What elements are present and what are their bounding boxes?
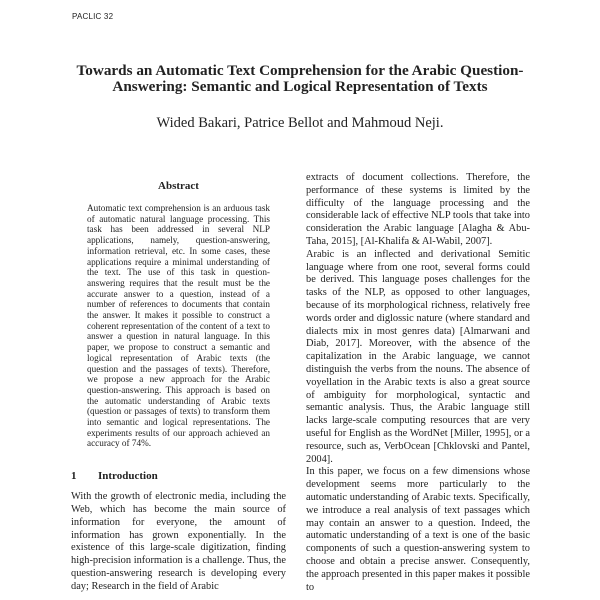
left-column bbox=[71, 180, 286, 594]
body-paragraph-3: In this paper, we focus on a few dimensions whose development seems more particularly to the automatic understanding of Arabic texts. Specifically, we introduce a real analysis of text passages which may contain an answer to a question. Indeed, the automatic understanding of a text is one of the basic components of such a question-answering system to choose and obtain a precise answer. Consequently, the approach presented in this paper makes it possible to bbox=[306, 466, 530, 593]
section-number: 1 bbox=[71, 470, 77, 483]
abstract-text: Automatic text comprehension is an arduous task of automatic natural language processing. This task has been addressed in several NLP applications, namely, question-answering, information retrieval, etc. In some cases, these applications require a minimal understanding of the text. The use of this task in question-answering requires that the result must be the accurate answer to a question, instead of a number of references to documents that contain the answer. It makes it possible to construct a coherent representation of the content of a text to answer a question in natural language. In this paper, we propose to construct a semantic and logical representation of Arabic texts (the question and the passages of texts). Therefore, we propose a new approach for the Arabic question-answering. This approach is based on the automatic understanding of Arabic texts (question or passages of texts) to transform them into semantic and logical representations. The experiments results of our approach achieved an accuracy of 74%. bbox=[87, 203, 270, 449]
body-paragraph-1: extracts of document collections. Therefore, the performance of these systems is limited by the difficulty of the language processing and the considerable lack of effective NLP tools that take into consideration the Arabic language [Alagha & Abu-Taha, 2015], [Al-Khalifa & Al-Wabil, 2007]. bbox=[306, 172, 530, 247]
abstract-heading: Abstract bbox=[158, 180, 199, 192]
introduction-paragraph: With the growth of electronic media, including the Web, which has become the main source of information for everyone, the amount of information has grown exponentially. In the existence of this large-scale digitization, finding high-precision information is a challenge. Thus, the question-answering research is developing every day; Research in the field of Arabic bbox=[71, 491, 286, 592]
running-header: PACLIC 32 bbox=[72, 12, 114, 21]
right-column bbox=[306, 172, 530, 594]
section-heading bbox=[71, 470, 286, 482]
section-title: Introduction bbox=[98, 470, 158, 483]
body-paragraph-2: Arabic is an inflected and derivational Semitic language where from one root, several forms could be derived. This language poses challenges for the tasks of the NLP, as opposed to other languages, because of its morphological richness, relatively free words order and diglossic nature (where standard and dialects mix in most genres data) [Almarwani and Diab, 2017]. Moreover, with the absence of the capitalization in the Arabic language, we cannot distinguish the verbs from the nouns. The absence of voyellation in the Arabic texts is also a great source of ambiguity for morphological, syntactic and semantic analysis. Thus, the Arabic language still lacks large-scale computing resources that are very useful for English as the WordNet [Miller, 1995], or a resource, such as, VerbOcean [Chklovski and Pantel, 2004]. bbox=[306, 248, 530, 465]
paper-title: Towards an Automatic Text Comprehension for the Arabic Question-Answering: Semantic and Logical Representation of Texts bbox=[76, 62, 524, 95]
paper-authors: Wided Bakari, Patrice Bellot and Mahmoud Neji. bbox=[156, 115, 444, 131]
